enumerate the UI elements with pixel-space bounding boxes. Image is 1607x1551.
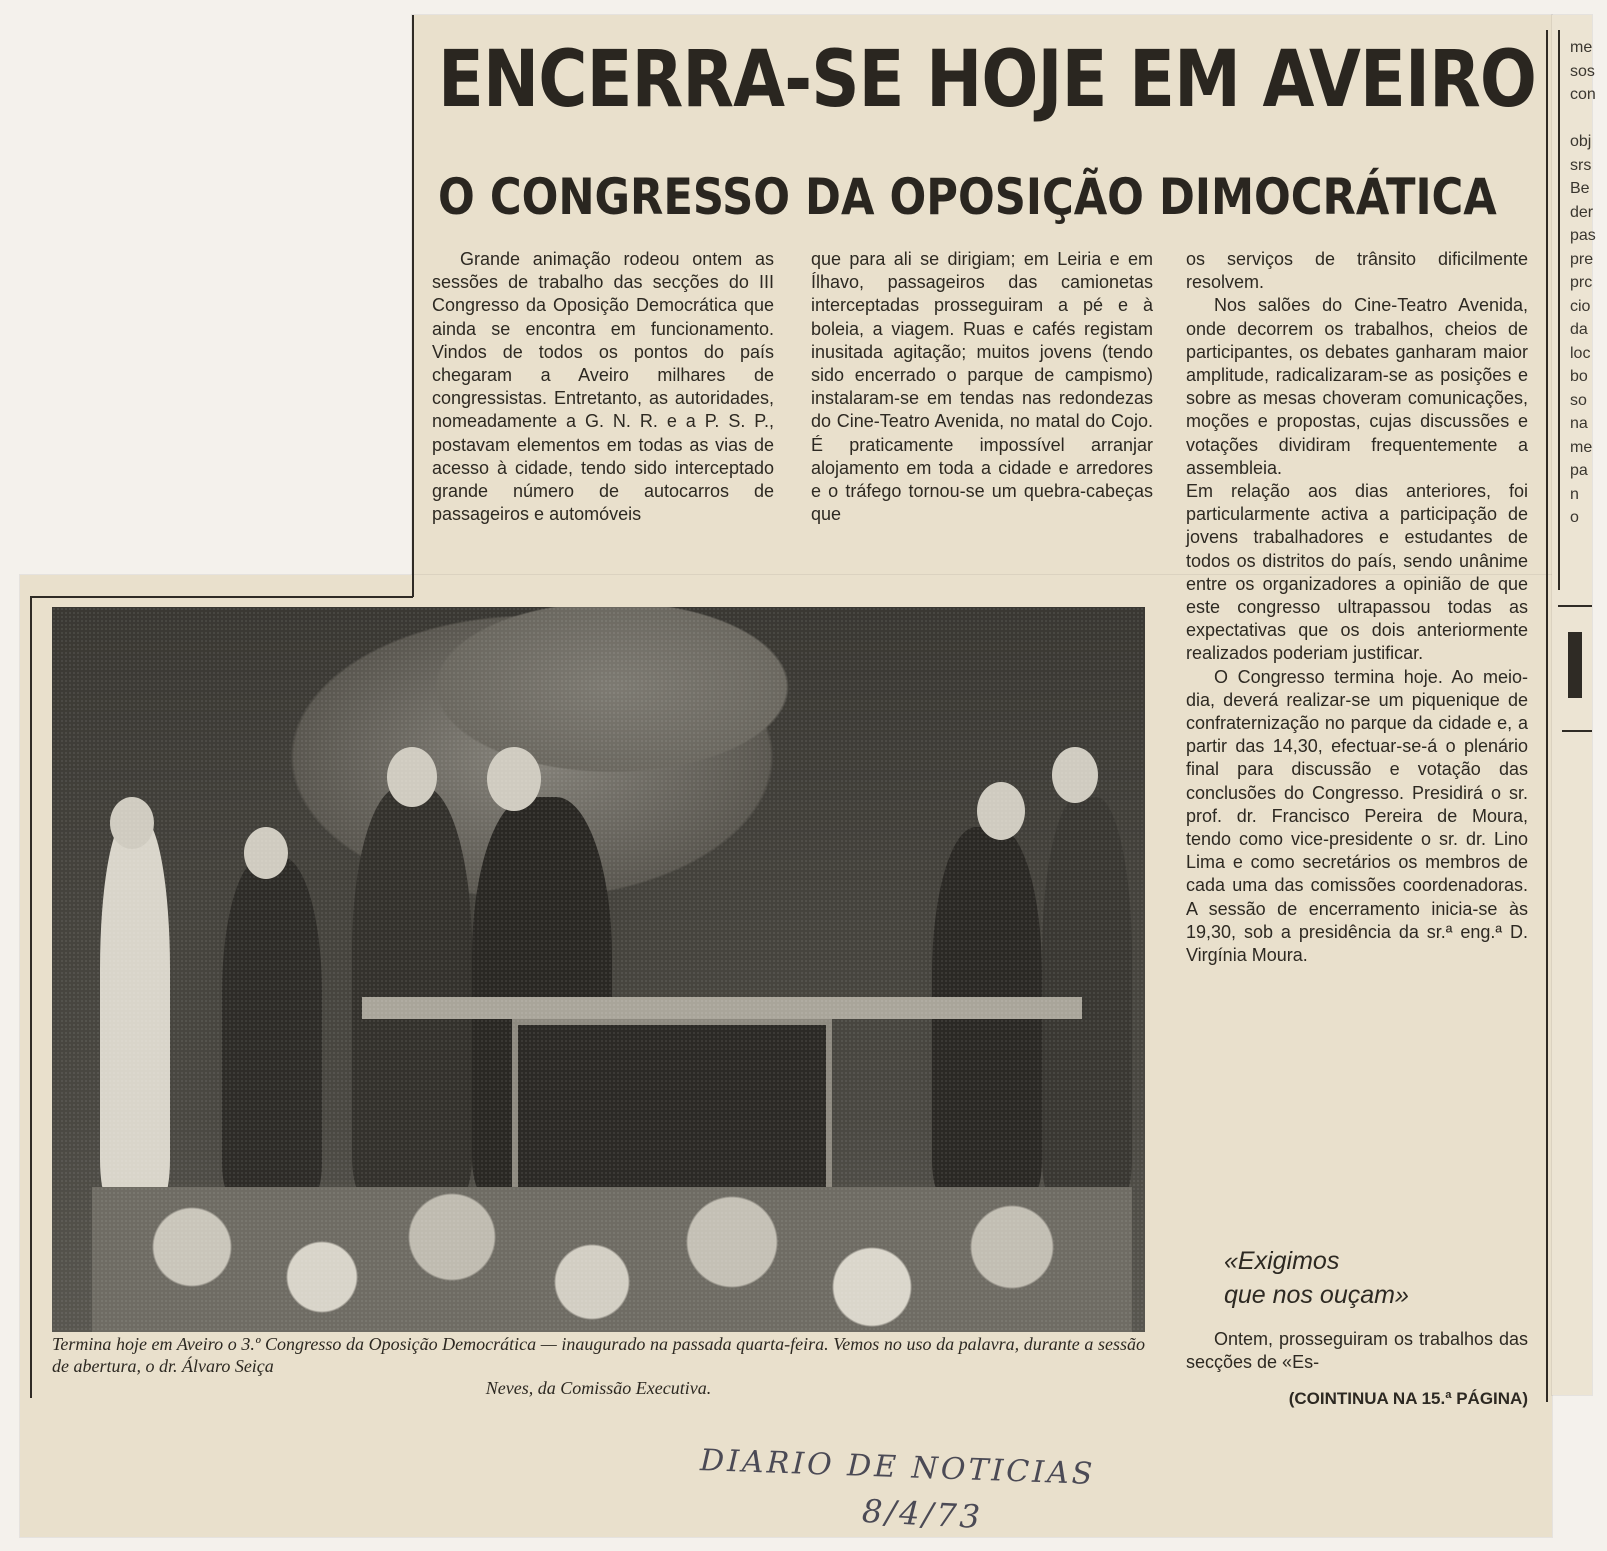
caption-text: Termina hoje em Aveiro o 3.º Congresso da Oposição Democrática — inaugurado na passada quarta-feira. Vemos no uso da palavra, durante a sessão de abertura, o dr. Álvaro Seiça xyxy=(52,1334,1145,1376)
fragment: pre xyxy=(1570,250,1594,268)
fragment: me xyxy=(1570,438,1593,456)
subheadline: O CONGRESSO DA OPOSIÇÃO DIMOCRÁTICA xyxy=(438,168,1497,226)
fragment: pas xyxy=(1570,227,1596,244)
section-title-line: «Exigimos xyxy=(1224,1247,1340,1275)
adjacent-rule xyxy=(1558,605,1592,607)
adjacent-block xyxy=(1568,632,1582,698)
halftone-overlay xyxy=(52,607,1145,1332)
fragment: da xyxy=(1570,321,1588,338)
fragment: pa xyxy=(1570,462,1588,479)
rule-left-lower xyxy=(30,596,32,1398)
section-title-line: que nos ouçam» xyxy=(1224,1281,1409,1309)
paragraph: Nos salões do Cine-Teatro Avenida, onde decorrem os trabalhos, cheios de participantes, os debates ganharam maior amplitude, radicalizaram-se as posições e sobre as mesas choveram comunicações, moções e propostas, cujas discussões e votações dividiram frequentemente a assembleia. xyxy=(1186,295,1528,478)
fragment: loc xyxy=(1570,344,1591,362)
fragment: Be xyxy=(1570,180,1590,197)
adjacent-rule xyxy=(1562,730,1592,732)
article-column-1 xyxy=(432,248,774,526)
paragraph: Ontem, prosseguiram os trabalhos das secções de «Es- xyxy=(1186,1329,1528,1373)
fragment: na xyxy=(1570,415,1588,432)
article-column-3 xyxy=(1186,248,1528,967)
fragment: me xyxy=(1570,39,1593,56)
article-column-2 xyxy=(811,248,1153,526)
adjacent-column-text xyxy=(1570,36,1607,530)
congress-photo xyxy=(52,607,1145,1332)
paragraph: Em relação aos dias anteriores, foi particularmente activa a participação de jovens trabalhadores e estudantes de todos os distritos do país, sendo unânime entre os organizadores a opinião de que este congresso ultrapassou todas as expectativas que os dois anteriormente realizados poderiam justificar. xyxy=(1186,481,1528,664)
paragraph: que para ali se dirigiam; em Leiria e em Ílhavo, passageiros das camionetas interceptadas prosseguiram a pé e à boleia, a viagem. Ruas e cafés registam inusitada agitação; muitos jovens (tendo sido encerrado o parque de campismo) instalaram-se em tendas nas redondezas do Cine-Teatro Avenida, no matal do Cojo. É praticamente impossível arranjar alojamento em toda a cidade e arredores e o tráfego tornou-se um quebra-cabeças que xyxy=(811,249,1153,525)
handwritten-date: 8/4/73 xyxy=(861,1491,984,1537)
rule-photo-top xyxy=(30,596,413,598)
fragment: o xyxy=(1570,509,1579,526)
fragment: so xyxy=(1570,391,1587,409)
rule-right xyxy=(1546,30,1548,1402)
fragment xyxy=(1570,107,1607,131)
fragment: obj xyxy=(1570,133,1592,150)
fragment: bo xyxy=(1570,368,1588,385)
caption-text-end: Neves, da Comissão Executiva. xyxy=(485,1378,712,1398)
handwritten-source: DIARIO DE NOTICIAS xyxy=(699,1443,1096,1492)
fragment: srs xyxy=(1570,156,1592,174)
paragraph: Grande animação rodeou ontem as sessões de trabalho das secções do III Congresso da Oposição Democrática que ainda se encontra em funcionamento. Vindos de todos os pontos do país chegaram a Aveiro milhares de congressistas. Entretanto, as autoridades, nomeadamente a G. N. R. e a P. S. P., postavam elementos em todas as vias de acesso à cidade, tendo sido interceptado grande número de autocarros de passageiros e automóveis xyxy=(432,249,774,525)
fragment: cio xyxy=(1570,297,1591,315)
fragment: sos xyxy=(1570,62,1595,80)
section-title xyxy=(1224,1244,1524,1312)
paragraph: O Congresso termina hoje. Ao meio-dia, deverá realizar-se um piquenique de confraternização no parque da cidade e, a partir das 14,30, efectuar-se-á o plenário final para discussão e votação das conclusões do Congresso. Presidirá o sr. prof. dr. Francisco Pereira de Moura, tendo como vice-presidente o sr. dr. Lino Lima e como secretários os membros de cada uma das comissões coordenadoras. A sessão de encerramento inicia-se às 19,30, sob a presidência da sr.ª eng.ª D. Virgínia Moura. xyxy=(1186,666,1528,966)
rule-adjacent xyxy=(1558,30,1560,590)
fragment: prc xyxy=(1570,274,1593,291)
headline: ENCERRA-SE HOJE EM AVEIRO xyxy=(438,35,1537,125)
article-column-4 xyxy=(1186,1328,1528,1374)
rule-left-upper xyxy=(412,15,414,597)
paragraph: os serviços de trânsito dificilmente resolvem. xyxy=(1186,249,1528,293)
photo-caption xyxy=(52,1333,1145,1399)
fragment: der xyxy=(1570,203,1594,221)
fragment: con xyxy=(1570,86,1596,103)
continuation-note: (COINTINUA NA 15.ª PÁGINA) xyxy=(1288,1389,1528,1408)
fragment: n xyxy=(1570,485,1579,503)
